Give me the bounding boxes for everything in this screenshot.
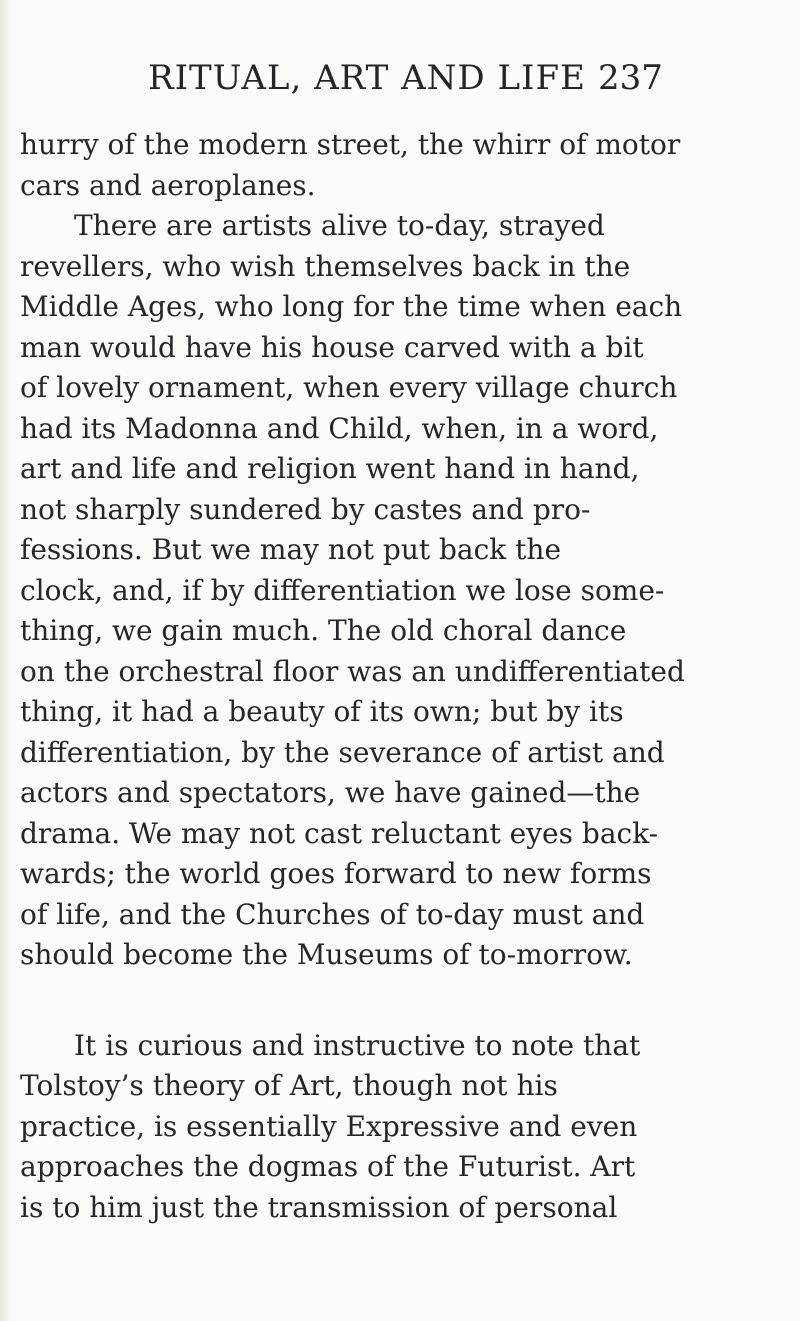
- text-line: drama. We may not cast reluctant eyes back-: [20, 816, 659, 850]
- text-line: fessions. But we may not put back the: [20, 533, 562, 566]
- text-line: differentiation, by the severance of artist and: [20, 735, 665, 769]
- text-line: art and life and religion went hand in hand,: [20, 452, 640, 485]
- text-line: revellers, who wish themselves back in the: [20, 249, 631, 283]
- text-line: actors and spectators, we have gained—the: [20, 776, 641, 809]
- paragraph-artists: [20, 206, 728, 976]
- text-line: on the orchestral floor was an undifferentiated: [20, 654, 685, 688]
- text-line: It is curious and instructive to note that: [74, 1028, 641, 1062]
- text-line: Middle Ages, who long for the time when each: [20, 290, 683, 323]
- text-line: approaches the dogmas of the Futurist. Art: [20, 1150, 636, 1183]
- text-line: thing, we gain much. The old choral dance: [20, 614, 627, 647]
- text-line: There are artists alive to-day, strayed: [74, 209, 605, 242]
- text-line: should become the Museums of to-morrow.: [20, 938, 633, 971]
- text-line: of lovely ornament, when every village church: [20, 371, 678, 404]
- running-header: [0, 58, 800, 98]
- text-line: is to him just the transmission of personal: [20, 1190, 618, 1224]
- text-line: clock, and, if by differentiation we lose some-: [20, 573, 665, 607]
- page-gutter-shadow: [0, 0, 12, 1321]
- paragraph-tolstoy: [20, 1026, 728, 1229]
- text-line: had its Madonna and Child, when, in a word,: [20, 411, 659, 445]
- text-line: man would have his house carved with a bit: [20, 330, 644, 364]
- text-line: cars and aeroplanes.: [20, 168, 316, 202]
- text-line: of life, and the Churches of to-day must and: [20, 897, 645, 931]
- text-line: thing, it had a beauty of its own; but by its: [20, 695, 624, 728]
- page-number: 237: [598, 58, 663, 98]
- text-line: Tolstoy’s theory of Art, though not his: [20, 1069, 558, 1102]
- body-text: [20, 125, 728, 1228]
- section-break: [20, 976, 728, 1026]
- paragraph-continuation: [20, 125, 728, 206]
- text-line: not sharply sundered by castes and pro-: [20, 492, 591, 526]
- text-line: hurry of the modern street, the whirr of motor: [20, 128, 681, 161]
- running-title: RITUAL, ART AND LIFE: [148, 58, 586, 98]
- text-line: wards; the world goes forward to new forms: [20, 857, 652, 890]
- text-line: practice, is essentially Expressive and even: [20, 1109, 638, 1143]
